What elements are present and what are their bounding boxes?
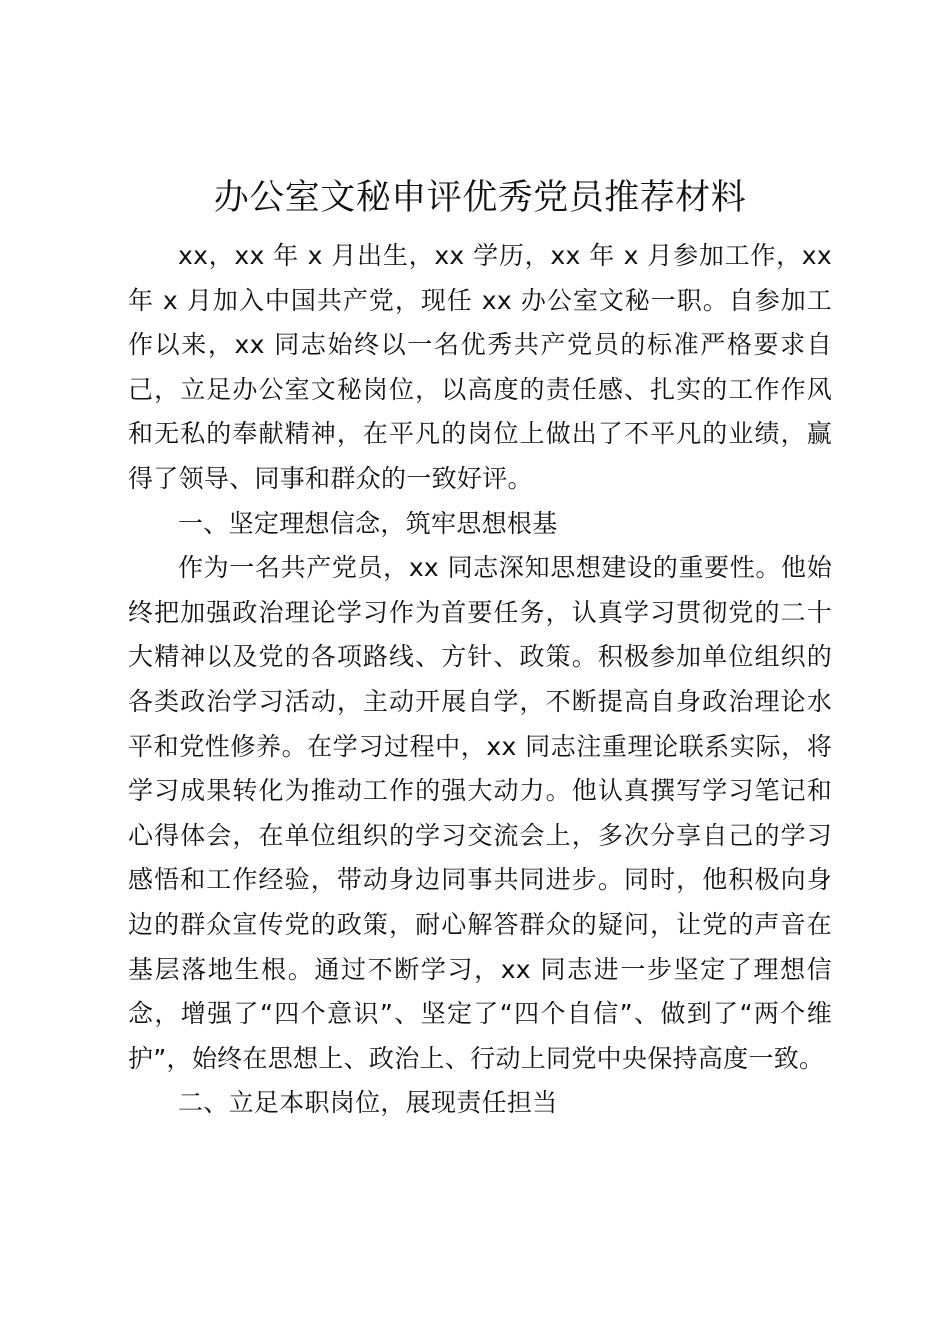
document-title: 办公室文秘申评优秀党员推荐材料 (213, 178, 747, 218)
section-body-1: 作为一名共产党员，xx 同志深知思想建设的重要性。他始终把加强政治理论学习作为首要任务，认真学习贯彻党的二十大精神以及党的各项路线、方针、政策。积极参加单位组织的各类政治学习活动，主动开展自学，不断提高自身政治理论水平和党性修养。在学习过程中，xx 同志注重理论联系实际，将学习成果转化为推动工作的强大动力。他认真撰写学习笔记和心得体会，在单位组织的学习交流会上，多次分享自己的学习感悟和工作经验，带动身边同事共同进步。同时，他积极向身边的群众宣传党的政策，耐心解答群众的疑问，让党的声音在基层落地生根。通过不断学习，xx 同志进一步坚定了理想信念，增强了“四个意识”、坚定了“四个自信”、做到了“两个维护”，始终在思想上、政治上、行动上同党中央保持高度一致。 (128, 553, 832, 1073)
document-content (128, 172, 832, 1126)
section-heading-1: 一、坚定理想信念，筑牢思想根基 (178, 508, 558, 538)
intro-paragraph: xx，xx 年 x 月出生，xx 学历，xx 年 x 月参加工作，xx 年 x 月加入中国共产党，现任 xx 办公室文秘一职。自参加工作以来，xx 同志始终以一名优秀共产党员的标准严格要求自己，立足办公室文秘岗位，以高度的责任感、扎实的工作作风和无私的奉献精神，在平凡的岗位上做出了不平凡的业绩，赢得了领导、同事和群众的一致好评。 (128, 241, 832, 493)
section-heading-2: 二、立足本职岗位，展现责任担当 (178, 1088, 558, 1118)
